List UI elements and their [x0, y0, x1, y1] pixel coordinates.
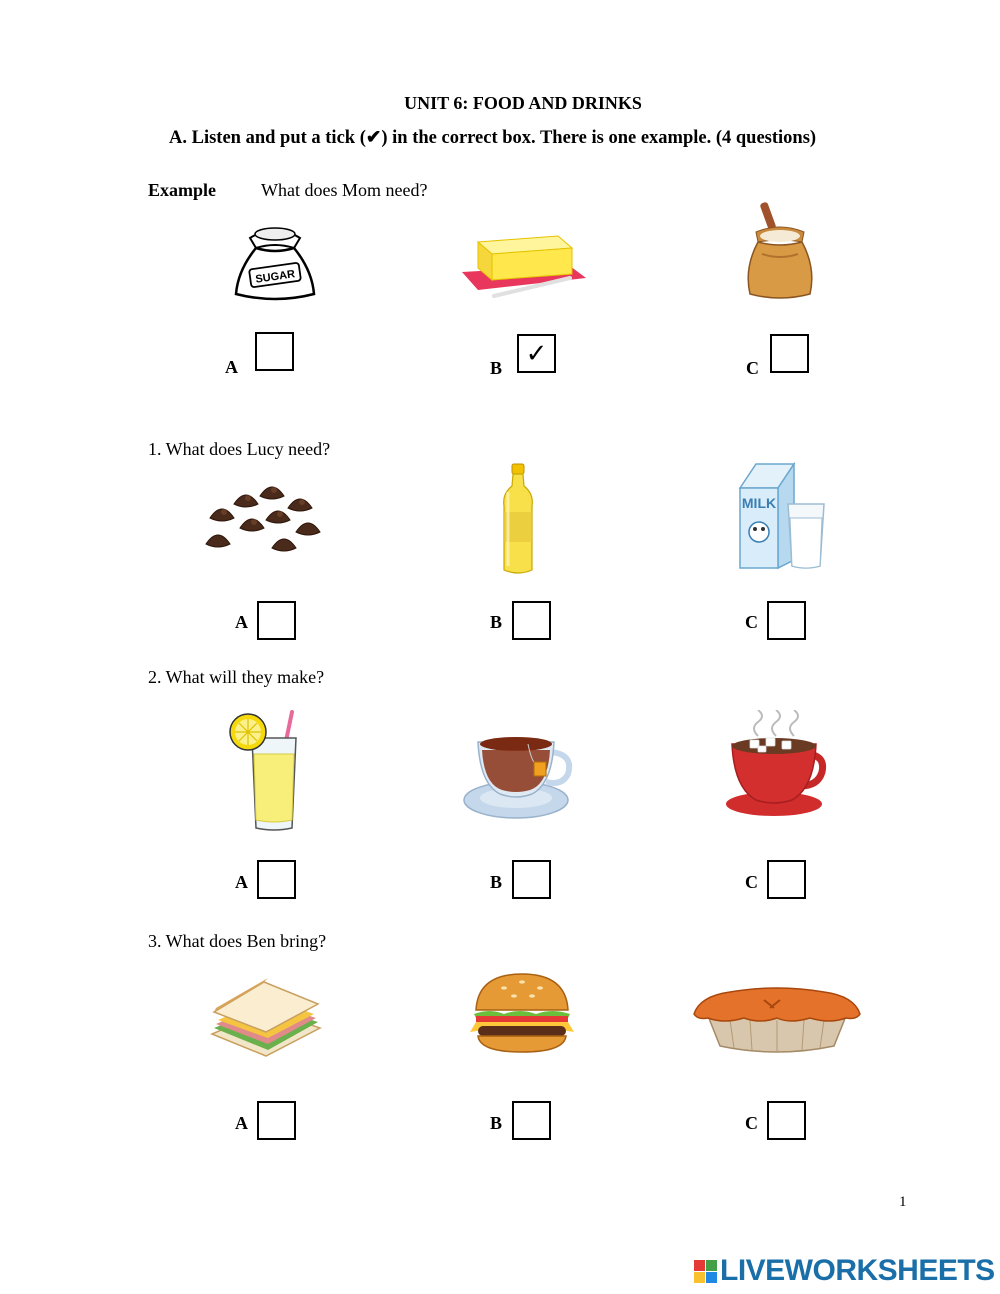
option-letter: A	[235, 612, 248, 632]
answer-checkbox[interactable]	[767, 860, 806, 899]
option-letter: A	[235, 872, 248, 892]
option-letter: C	[746, 358, 759, 378]
page-number: 1	[899, 1194, 907, 1210]
cooking-oil-bottle-icon	[498, 462, 538, 578]
answer-checkbox-ticked[interactable]	[517, 334, 556, 373]
option-letter: B	[490, 872, 503, 892]
question-1: 1. What does Lucy need?	[148, 439, 331, 459]
question-2: 2. What will they make?	[148, 667, 325, 687]
lemonade-icon	[222, 710, 304, 834]
logo-squares-icon	[694, 1260, 717, 1283]
option-letter: C	[745, 872, 758, 892]
example-label: Example	[148, 180, 217, 200]
option-letter: B	[490, 1113, 503, 1133]
chocolate-chips-icon	[200, 478, 330, 558]
option-letter: C	[745, 1113, 758, 1133]
answer-checkbox[interactable]	[512, 1101, 551, 1140]
butter-icon	[460, 228, 588, 304]
example-question: What does Mom need?	[261, 180, 428, 200]
option-letter: C	[745, 612, 758, 632]
question-3: 3. What does Ben bring?	[148, 931, 327, 951]
page-title: UNIT 6: FOOD AND DRINKS	[404, 93, 642, 113]
option-letter: B	[490, 612, 503, 632]
answer-checkbox[interactable]	[770, 334, 809, 373]
logo-text: LIVEWORKSHEETS	[720, 1254, 995, 1287]
pie-icon	[690, 986, 864, 1056]
answer-checkbox[interactable]	[512, 601, 551, 640]
answer-checkbox[interactable]	[512, 860, 551, 899]
burger-icon	[470, 970, 574, 1054]
instruction: A. Listen and put a tick (✔) in the correct box. There is one example. (4 questions)	[169, 128, 817, 148]
sugar-label: SUGAR	[254, 268, 296, 286]
liveworksheets-logo[interactable]	[694, 1254, 995, 1288]
tick-mark: ✓	[525, 338, 548, 369]
answer-checkbox[interactable]	[767, 601, 806, 640]
answer-checkbox[interactable]	[257, 1101, 296, 1140]
milk-label: MILK	[741, 495, 777, 511]
hot-chocolate-icon	[722, 710, 828, 820]
answer-checkbox[interactable]	[257, 860, 296, 899]
tea-cup-icon	[462, 724, 578, 822]
option-letter: B	[490, 358, 503, 378]
option-letter: A	[225, 357, 238, 377]
flour-sack-icon	[742, 198, 818, 302]
sandwich-icon	[206, 976, 324, 1058]
answer-checkbox[interactable]	[767, 1101, 806, 1140]
answer-checkbox[interactable]	[257, 601, 296, 640]
milk-carton-icon	[736, 462, 828, 572]
answer-checkbox[interactable]	[255, 332, 294, 371]
sugar-sack-icon	[230, 220, 320, 302]
option-letter: A	[235, 1113, 248, 1133]
